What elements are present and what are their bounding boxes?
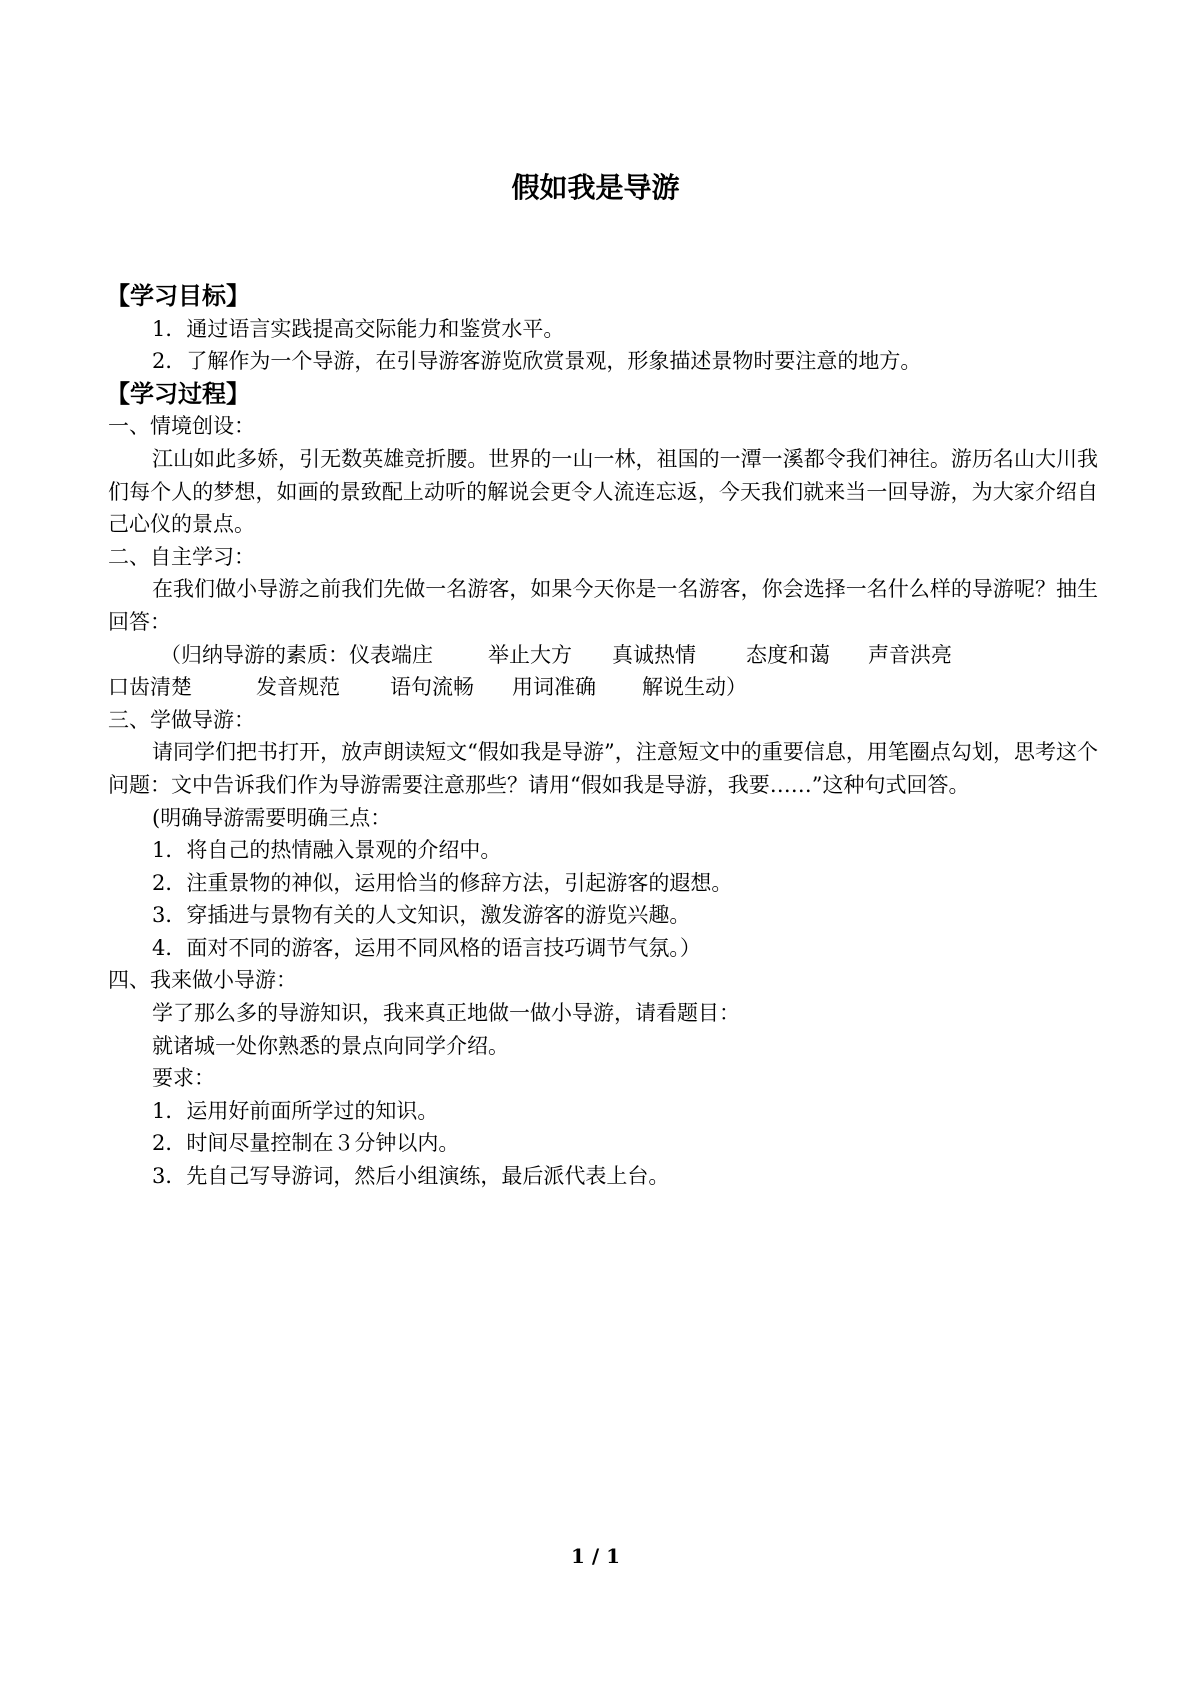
page-number: 1 / 1 — [570, 1544, 621, 1568]
section-4-line: 要求： — [152, 1066, 215, 1091]
section-4-title: 四、我来做小导游： — [108, 968, 297, 993]
section-4-line: 就诸城一处你熟悉的景点向同学介绍。 — [152, 1033, 509, 1058]
section-1-text: 江山如此多娇，引无数英雄竞折腰。世界的一山一林，祖国的一潭一溪都令我们神往。游历名山大川我们每个人的梦想，如画的景致配上动听的解说会更令人流连忘返，今天我们就来当一回导游，为大家介绍自己心仪的景点。 — [108, 446, 1098, 537]
trait: （归纳导游的素质：仪表端庄 — [160, 642, 433, 667]
trait: 用词准确 — [512, 675, 596, 700]
trait: 解说生动） — [642, 675, 747, 700]
point-item: 3．穿插进与景物有关的人文知识，激发游客的游览兴趣。 — [152, 903, 691, 928]
section-2-text: 在我们做小导游之前我们先做一名游客，如果今天你是一名游客，你会选择一名什么样的导游呢？抽生回答： — [108, 577, 1098, 634]
section-3-intro: (明确导游需要明确三点： — [152, 805, 392, 830]
trait: 声音洪亮 — [868, 642, 952, 667]
trait: 真诚热情 — [612, 642, 696, 667]
document-body — [108, 280, 1098, 1193]
point-item: 1．将自己的热情融入景观的介绍中。 — [152, 838, 502, 863]
objective-item: 1．通过语言实践提高交际能力和鉴赏水平。 — [152, 316, 565, 341]
section-2-title: 二、自主学习： — [108, 544, 255, 569]
section-4-line: 学了那么多的导游知识，我来真正地做一做小导游，请看题目： — [152, 1001, 740, 1026]
trait: 态度和蔼 — [746, 642, 830, 667]
trait: 口齿清楚 — [108, 675, 192, 700]
section-1-title: 一、情境创设： — [108, 414, 255, 439]
traits-line-1 — [108, 639, 1098, 672]
page-title: 假如我是导游 — [511, 171, 680, 204]
point-item: 4．面对不同的游客，运用不同风格的语言技巧调节气氛。） — [152, 935, 701, 960]
requirement-item: 3．先自己写导游词，然后小组演练，最后派代表上台。 — [152, 1164, 670, 1189]
objectives-heading: 【学习目标】 — [106, 282, 250, 310]
section-3-title: 三、学做导游： — [108, 707, 255, 732]
requirement-item: 2．时间尽量控制在３分钟以内。 — [152, 1131, 460, 1156]
requirement-item: 1．运用好前面所学过的知识。 — [152, 1098, 439, 1123]
trait: 举止大方 — [488, 642, 572, 667]
trait: 发音规范 — [256, 675, 340, 700]
objective-item: 2．了解作为一个导游，在引导游客游览欣赏景观，形象描述景物时要注意的地方。 — [152, 349, 922, 374]
traits-line-2 — [108, 671, 1098, 704]
section-3-text: 请同学们把书打开，放声朗读短文“假如我是导游”，注意短文中的重要信息，用笔圈点勾划，思考这个问题：文中告诉我们作为导游需要注意那些？请用“假如我是导游，我要……”这种句式回答。 — [108, 740, 1098, 797]
trait: 语句流畅 — [390, 675, 474, 700]
process-heading: 【学习过程】 — [106, 379, 250, 408]
point-item: 2．注重景物的神似，运用恰当的修辞方法，引起游客的遐想。 — [152, 870, 733, 895]
